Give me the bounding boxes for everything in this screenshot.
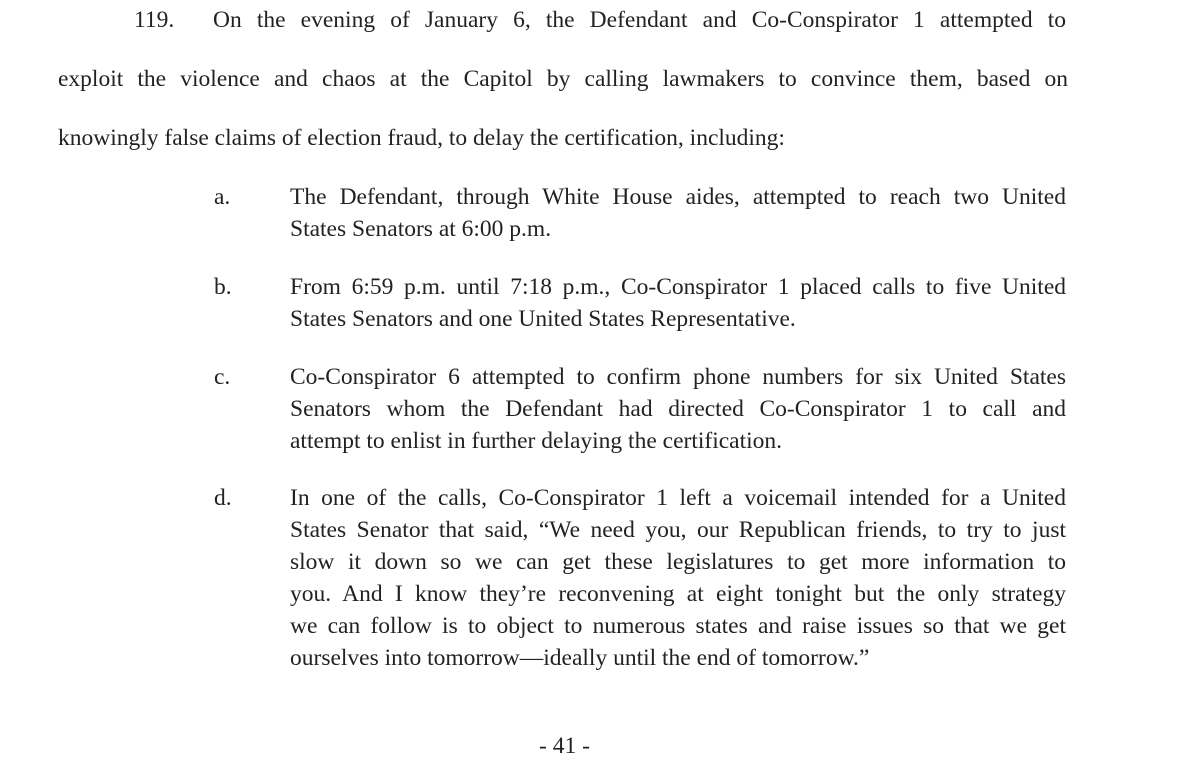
list-item-line: you. And I know they’re reconvening at eight tonight but the only strategy <box>290 581 1066 607</box>
list-item-line: Senators whom the Defendant had directed Co-Conspirator 1 to call and <box>290 396 1066 422</box>
list-item-line: The Defendant, through White House aides, attempted to reach two United <box>290 184 1066 210</box>
list-item-line: attempt to enlist in further delaying the certification. <box>290 428 783 454</box>
list-item-label: a. <box>214 184 231 210</box>
list-item-line: Co-Conspirator 6 attempted to confirm phone numbers for six United States <box>290 364 1066 390</box>
paragraph-line: exploit the violence and chaos at the Capitol by calling lawmakers to convince them, based on <box>58 66 1068 92</box>
list-item-line: States Senators and one United States Representative. <box>290 306 796 332</box>
list-item-line: States Senators at 6:00 p.m. <box>290 216 552 242</box>
list-item-line: In one of the calls, Co-Conspirator 1 left a voicemail intended for a United <box>290 485 1066 511</box>
list-item-label: b. <box>214 274 232 300</box>
paragraph-line: knowingly false claims of election fraud, to delay the certification, including: <box>58 125 785 151</box>
list-item-line: From 6:59 p.m. until 7:18 p.m., Co-Conspirator 1 placed calls to five United <box>290 274 1066 300</box>
list-item-line: we can follow is to object to numerous states and raise issues so that we get <box>290 613 1066 639</box>
paragraph-line: On the evening of January 6, the Defendant and Co-Conspirator 1 attempted to <box>213 7 1066 33</box>
list-item-line: slow it down so we can get these legislatures to get more information to <box>290 549 1066 575</box>
page-number: - 41 - <box>539 733 590 759</box>
list-item-line: States Senator that said, “We need you, our Republican friends, to try to just <box>290 517 1066 543</box>
list-item-label: d. <box>214 485 232 511</box>
list-item-line: ourselves into tomorrow—ideally until the end of tomorrow.” <box>290 645 870 671</box>
list-item-label: c. <box>214 364 231 390</box>
paragraph-number: 119. <box>134 7 175 33</box>
